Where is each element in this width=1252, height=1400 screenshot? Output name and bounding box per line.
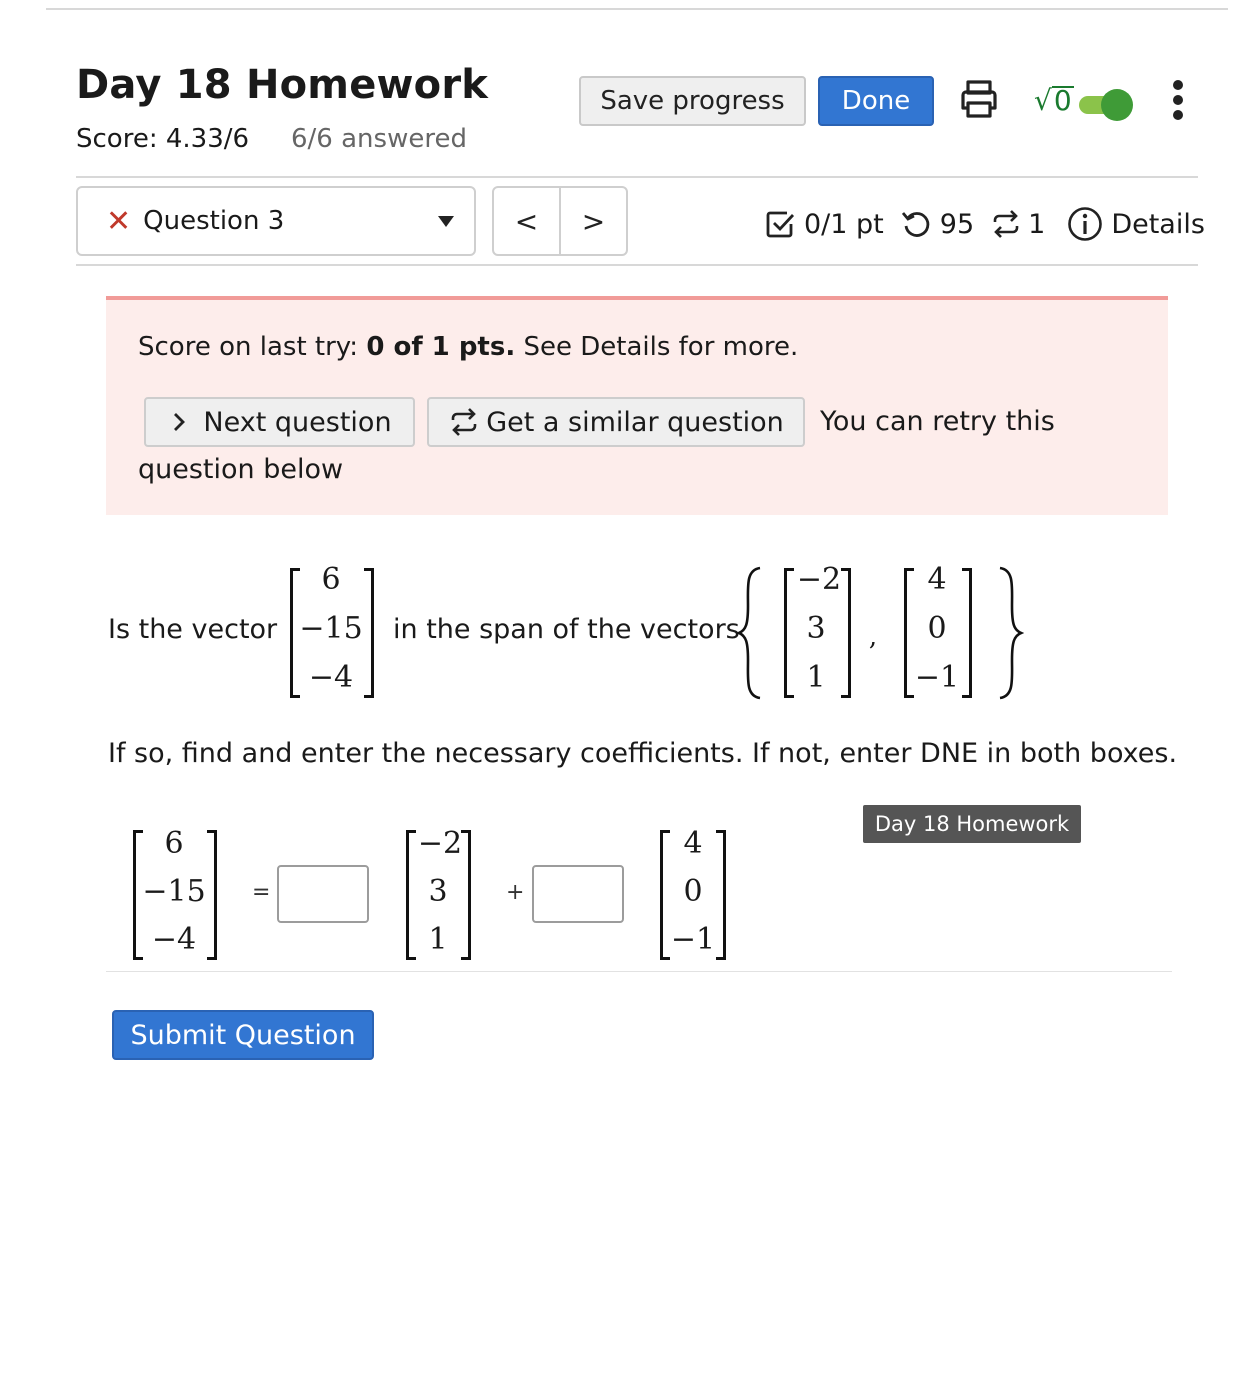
attempts-icon: [900, 208, 932, 240]
target-vector-entry-3: −4: [308, 660, 354, 695]
equation-vector2-entry-2: 0: [683, 874, 703, 909]
target-vector-entry-1: 6: [321, 562, 341, 597]
math-input-icon[interactable]: √0: [1034, 84, 1072, 117]
equation-target-entry-2: −15: [142, 874, 206, 909]
details-link[interactable]: Details: [1111, 208, 1205, 240]
question-meta: [764, 204, 1205, 244]
span-vector1-entry-3: 1: [806, 660, 826, 695]
save-progress-button[interactable]: Save progress: [579, 76, 806, 126]
matrix-right-bracket: [364, 568, 374, 698]
span-vector2-entry-2: 0: [927, 611, 947, 646]
equation-vector1-entry-1: −2: [417, 826, 463, 861]
target-vector-entry-2: −15: [299, 611, 363, 646]
matrix-right-bracket: [962, 568, 972, 698]
matrix-right-bracket: [461, 830, 471, 960]
similar-question-button[interactable]: Get a similar question: [427, 397, 805, 447]
vector-separator-comma: ,: [868, 622, 878, 652]
next-question-button[interactable]: Next question: [144, 397, 415, 447]
attempts-remaining: 95: [939, 208, 975, 240]
matrix-right-bracket: [207, 830, 217, 960]
last-score-message: Score on last try: 0 of 1 pts. See Details for more.: [138, 332, 799, 362]
span-vector1-entry-2: 3: [806, 611, 826, 646]
span-vector2-entry-1: 4: [927, 562, 947, 597]
equals-sign: =: [252, 880, 271, 905]
last-score-bold: 0 of 1 pts.: [366, 332, 516, 362]
submit-question-button[interactable]: Submit Question: [112, 1010, 374, 1060]
retry-message-line1: You can retry this: [820, 406, 1055, 437]
question-prefix: Is the vector: [108, 614, 278, 645]
versions-icon: [990, 208, 1022, 240]
score-text: Score: 4.33/6: [76, 124, 250, 154]
question-select-label: Question 3: [143, 206, 285, 236]
span-vector2-entry-3: −1: [914, 660, 960, 695]
equation-vector1-entry-2: 3: [428, 874, 448, 909]
info-icon[interactable]: [1067, 206, 1103, 242]
matrix-right-bracket: [841, 568, 851, 698]
set-left-brace: [736, 566, 764, 700]
incorrect-x-icon: ✕: [106, 203, 132, 239]
math-toggle-switch[interactable]: [1079, 89, 1133, 119]
print-icon[interactable]: [958, 78, 1000, 120]
retry-message-line2: question below: [138, 454, 344, 485]
top-divider: [46, 8, 1228, 10]
answered-count: 6/6 answered: [291, 124, 467, 154]
equation-vector1-entry-3: 1: [428, 922, 448, 957]
coefficient-2-input[interactable]: [532, 865, 624, 923]
next-question-arrow-button[interactable]: >: [581, 204, 606, 238]
equation-target-entry-3: −4: [151, 922, 197, 957]
divider: [106, 971, 1172, 972]
divider: [76, 176, 1198, 178]
similar-question-icon: [448, 406, 480, 438]
caret-down-icon: [438, 216, 454, 227]
tooltip: Day 18 Homework: [863, 805, 1081, 843]
matrix-right-bracket: [716, 830, 726, 960]
coefficient-1-input[interactable]: [277, 865, 369, 923]
question-middle: in the span of the vectors: [393, 614, 740, 645]
question-select[interactable]: [76, 186, 476, 256]
equation-target-entry-1: 6: [164, 826, 184, 861]
question-pager: [492, 186, 628, 256]
checkbox-icon: [764, 208, 796, 240]
page-title: Day 18 Homework: [76, 62, 489, 108]
span-vector1-entry-1: −2: [796, 562, 842, 597]
equation-vector2-entry-3: −1: [670, 922, 716, 957]
instructions-text: If so, find and enter the necessary coefficients. If not, enter DNE in both boxes.: [108, 738, 1178, 769]
divider: [76, 264, 1198, 266]
more-options-icon[interactable]: [1170, 80, 1186, 120]
plus-sign: +: [506, 880, 525, 905]
set-right-brace: [996, 566, 1024, 700]
points-value: 0/1 pt: [804, 208, 884, 240]
done-button[interactable]: Done: [818, 76, 934, 126]
versions-count: 1: [1028, 208, 1046, 240]
chevron-right-icon: [167, 410, 191, 434]
previous-question-button[interactable]: <: [514, 204, 539, 238]
equation-vector2-entry-1: 4: [683, 826, 703, 861]
